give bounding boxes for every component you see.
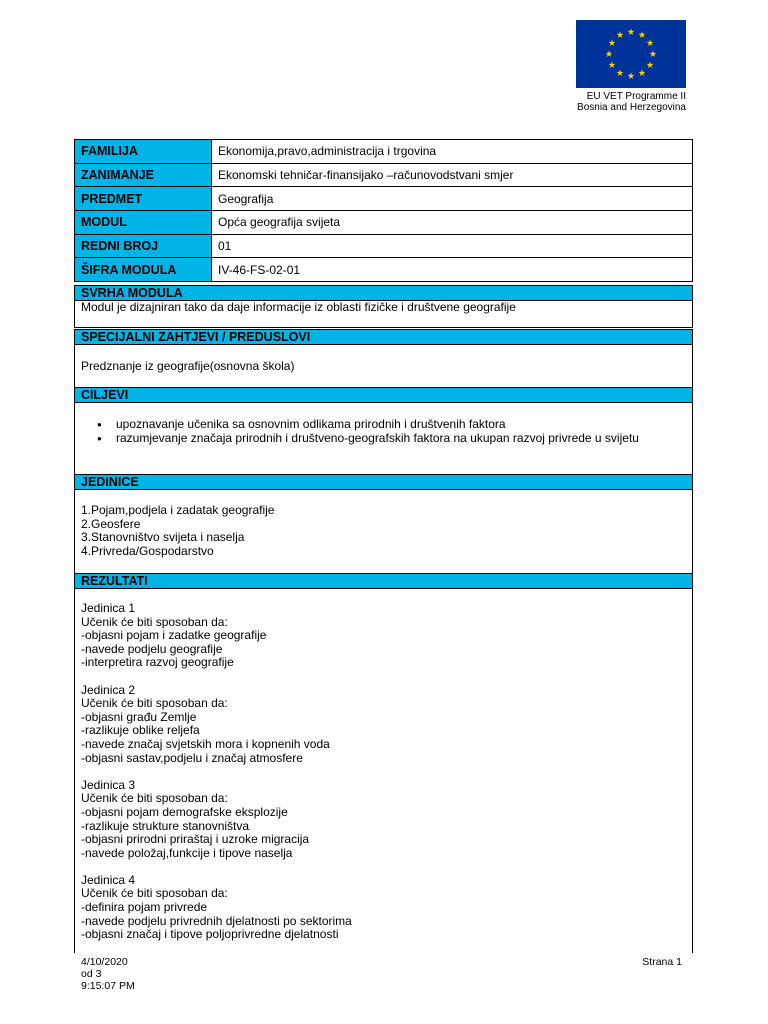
- footer-date-block: [81, 956, 135, 992]
- section-rezultati: [74, 573, 693, 953]
- info-value: Geografija: [212, 187, 693, 211]
- eu-star: [647, 61, 654, 68]
- info-row-redni-broj: [75, 234, 693, 258]
- info-value: Ekonomija,pravo,administracija i trgovina: [212, 140, 693, 164]
- section-title: JEDINICE: [75, 474, 692, 490]
- eu-caption: [540, 91, 686, 113]
- section-title: REZULTATI: [75, 573, 692, 589]
- module-info-table: [74, 139, 693, 282]
- result-block-3: [81, 779, 692, 861]
- footer-page-number: Strana 1: [642, 956, 682, 968]
- list-item: ● upoznavanje učenika sa osnovnim odlikama prirodnih i društvenih faktora: [75, 418, 692, 432]
- eu-caption-line1: EU VET Programme II: [586, 91, 686, 102]
- block-line: -interpretira razvoj geografije: [81, 655, 234, 670]
- block-intro: Učenik će biti sposoban da:: [81, 791, 228, 806]
- section-text: Modul je dizajniran tako da daje informacije iz oblasti fizičke i društvene geografije: [81, 300, 516, 314]
- info-key: ZANIMANJE: [75, 163, 212, 187]
- info-key: PREDMET: [75, 187, 212, 211]
- block-line: -navede značaj svjetskih mora i kopnenih voda: [81, 736, 330, 751]
- block-line: -razlikuje oblike reljefa: [81, 723, 200, 738]
- info-key: REDNI BROJ: [75, 234, 212, 258]
- block-line: -navede podjelu geografije: [81, 641, 223, 656]
- footer-page-count: od 3: [81, 968, 102, 980]
- block-line: -objasni pojam demografske eksplozije: [81, 804, 288, 819]
- section-title: CILJEVI: [75, 387, 692, 403]
- info-row-zanimanje: [75, 163, 693, 187]
- list-item: 1.Pojam,podjela i zadatak geografije: [81, 503, 275, 517]
- block-line: -razlikuje strukture stanovništva: [81, 818, 250, 833]
- section-svrha: [74, 285, 693, 328]
- footer-date: 4/10/2020: [81, 956, 128, 968]
- block-line: -definira pojam privrede: [81, 900, 208, 915]
- block-title: Jedinica 4: [81, 872, 136, 887]
- eu-star: [647, 39, 654, 46]
- section-title: SVRHA MODULA: [75, 285, 692, 301]
- block-line: -navede položaj,funkcije i tipove naselja: [81, 845, 293, 860]
- info-value: Ekonomski tehničar-finansijako –računovodstvani smjer: [212, 163, 693, 187]
- info-key: MODUL: [75, 211, 212, 235]
- eu-star: [606, 50, 613, 57]
- info-row-modul: [75, 211, 693, 235]
- eu-flag-logo: [576, 20, 686, 88]
- block-line: -objasni značaj i tipove poljoprivredne djelatnosti: [81, 927, 339, 942]
- eu-star: [617, 31, 624, 38]
- list-item: 4.Privreda/Gospodarstvo: [81, 543, 214, 558]
- info-row-familija: [75, 140, 693, 164]
- block-title: Jedinica 3: [81, 777, 136, 792]
- eu-star: [639, 31, 646, 38]
- block-intro: Učenik će biti sposoban da:: [81, 696, 228, 711]
- block-line: -objasni pojam i zadatke geografije: [81, 628, 267, 643]
- goals-list: [75, 418, 692, 445]
- section-ciljevi: [74, 387, 693, 474]
- eu-star: [609, 61, 616, 68]
- block-title: Jedinica 2: [81, 682, 136, 697]
- info-row-predmet: [75, 187, 693, 211]
- list-item: 3.Stanovništvo svijeta i naselja: [81, 530, 245, 545]
- block-line: -objasni građu Zemlje: [81, 709, 197, 724]
- result-block-4: [81, 874, 692, 942]
- block-line: -objasni prirodni priraštaj i uzroke migracija: [81, 832, 310, 847]
- block-line: -navede podjelu privrednih djelatnosti po sektorima: [81, 913, 352, 928]
- block-line: -objasni sastav,podjelu i značaj atmosfere: [81, 750, 303, 765]
- eu-stars-icon: [576, 20, 686, 88]
- result-block-2: [81, 684, 692, 766]
- eu-star: [650, 50, 657, 57]
- section-zahtjevi: [74, 329, 693, 387]
- block-title: Jedinica 1: [81, 601, 136, 615]
- info-value: Opća geografija svijeta: [212, 211, 693, 235]
- info-row-sifra-modula: [75, 258, 693, 282]
- eu-star: [639, 69, 646, 76]
- info-value: 01: [212, 234, 693, 258]
- list-item: 2.Geosfere: [81, 516, 141, 531]
- list-item: ● razumjevanje značaja prirodnih i društveno-geografskih faktora na ukupan razvoj privrede u svijetu: [75, 432, 692, 446]
- block-intro: Učenik će biti sposoban da:: [81, 886, 228, 901]
- section-jedinice: [74, 474, 693, 574]
- block-intro: Učenik će biti sposoban da:: [81, 614, 228, 629]
- info-key: ŠIFRA MODULA: [75, 258, 212, 282]
- footer-time: 9:15:07 PM: [81, 980, 135, 992]
- section-text: Predznanje iz geografije(osnovna škola): [81, 359, 295, 373]
- eu-star: [609, 39, 616, 46]
- section-title: SPECIJALNI ZAHTJEVI / PREDUSLOVI: [75, 329, 692, 345]
- eu-star: [628, 28, 635, 35]
- info-key: FAMILIJA: [75, 140, 212, 164]
- eu-star: [617, 69, 624, 76]
- eu-star: [628, 72, 635, 79]
- result-block-1: [81, 602, 692, 670]
- info-value: IV-46-FS-02-01: [212, 258, 693, 282]
- eu-caption-line2: Bosnia and Herzegovina: [577, 102, 686, 113]
